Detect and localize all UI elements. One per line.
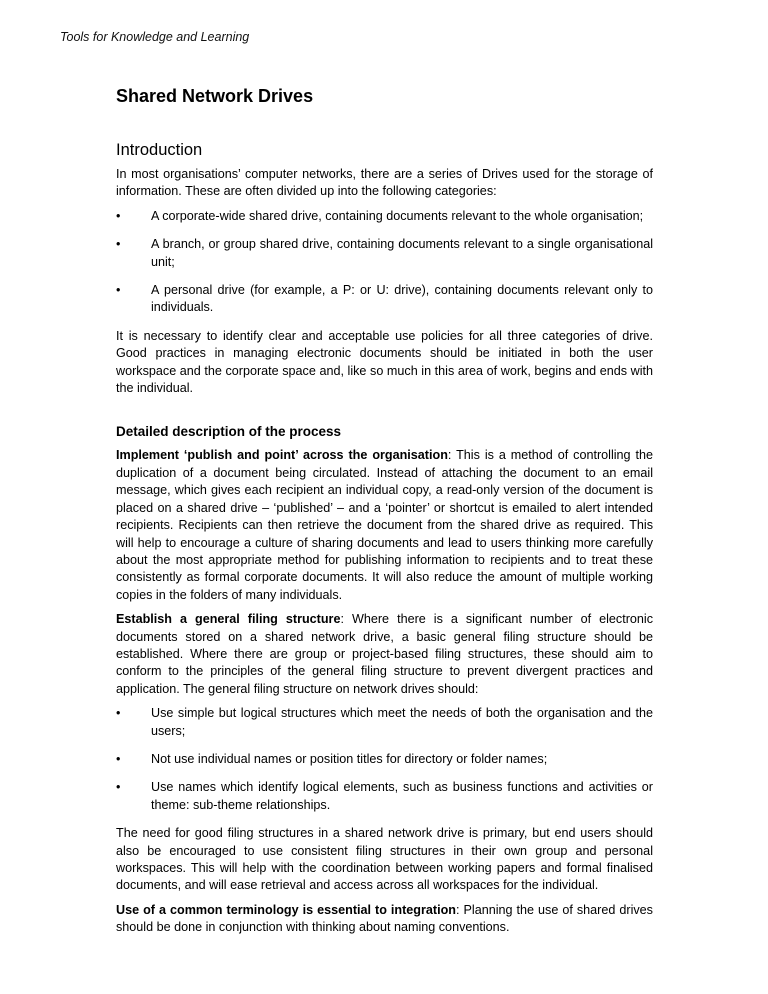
- publish-lead: Implement ‘publish and point’ across the organisation: [116, 448, 448, 463]
- list-item-text: A personal drive (for example, a P: or U: drive), containing documents relevant only to individuals.: [151, 283, 653, 315]
- document-body: [116, 84, 653, 944]
- list-item: [116, 779, 653, 814]
- list-item-text: Use simple but logical structures which meet the needs of both the organisation and the users;: [151, 706, 653, 738]
- intro-paragraph-1: In most organisations’ computer networks, there are a series of Drives used for the storage of information. These are often divided up into the following categories:: [116, 167, 653, 199]
- bullet-icon: •: [116, 751, 121, 766]
- list-item: [116, 208, 653, 225]
- drive-categories-list: [116, 208, 653, 317]
- list-item: [116, 705, 653, 740]
- bullet-icon: •: [116, 706, 121, 721]
- introduction-heading: Introduction: [116, 141, 203, 159]
- list-item-text: A branch, or group shared drive, containing documents relevant to a single organisational unit;: [151, 237, 653, 269]
- publish-text: : This is a method of controlling the duplication of a document being circulated. Instead of attaching the document to an email message, which gives each recipient an individual copy, a read-only version of the document is placed on a shared drive – ‘published’ – and a ‘pointer’ or shortcut is emailed to alert intended recipients. Recipients can then retrieve the document from the shared drive as required. This will help to encourage a culture of sharing documents and lead to users thinking more carefully about the most appropriate method for publishing information to recipients and to treat these consistently as formal corporate documents. It will also reduce the amount of multiple working copies in the folders of many individuals.: [116, 448, 654, 602]
- bullet-icon: •: [116, 780, 121, 795]
- terminology-text: : Planning the use of shared drives should be done in conjunction with thinking about naming conventions.: [116, 902, 653, 935]
- list-item: [116, 751, 653, 768]
- bullet-icon: •: [116, 237, 121, 252]
- process-heading: Detailed description of the process: [116, 424, 342, 440]
- list-item-text: Use names which identify logical elements, such as business functions and activities or theme: sub-theme relationships.: [151, 780, 653, 812]
- running-header: Tools for Knowledge and Learning: [60, 30, 250, 44]
- filing-structure-list: [116, 705, 653, 814]
- filing-text: : Where there is a significant number of electronic documents stored on a shared network drive, a basic general filing structure should be established. Where there are group or project-based filing structures, these should aim to conform to the principles of the general filing structure to prevent divergent practices and application. The general filing structure on network drives should:: [116, 612, 653, 696]
- page-title: Shared Network Drives: [116, 86, 314, 106]
- intro-paragraph-2: It is necessary to identify clear and acceptable use policies for all three categories of drive. Good practices in managing electronic documents should be initiated in both the user workspace and the corporate space and, like so much in this area of work, begins and ends with the individual.: [116, 328, 653, 396]
- bullet-icon: •: [116, 283, 121, 298]
- filing-lead: Establish a general filing structure: [116, 612, 341, 627]
- list-item: [116, 282, 653, 317]
- publish-paragraph: [116, 447, 653, 604]
- list-item-text: A corporate-wide shared drive, containing documents relevant to the whole organisation;: [151, 208, 644, 223]
- bullet-icon: •: [116, 208, 121, 223]
- need-paragraph: The need for good filing structures in a shared network drive is primary, but end users should also be encouraged to use consistent filing structures in their own group and personal workspaces. This will help with the coordination between working papers and formal finalised documents, and will ease retrieval and access across all workspaces for the individual.: [116, 826, 653, 893]
- list-item: [116, 236, 653, 271]
- terminology-lead: Use of a common terminology is essential to integration: [116, 902, 456, 917]
- list-item-text: Not use individual names or position titles for directory or folder names;: [151, 751, 548, 766]
- terminology-paragraph: [116, 902, 653, 937]
- filing-paragraph: [116, 611, 653, 698]
